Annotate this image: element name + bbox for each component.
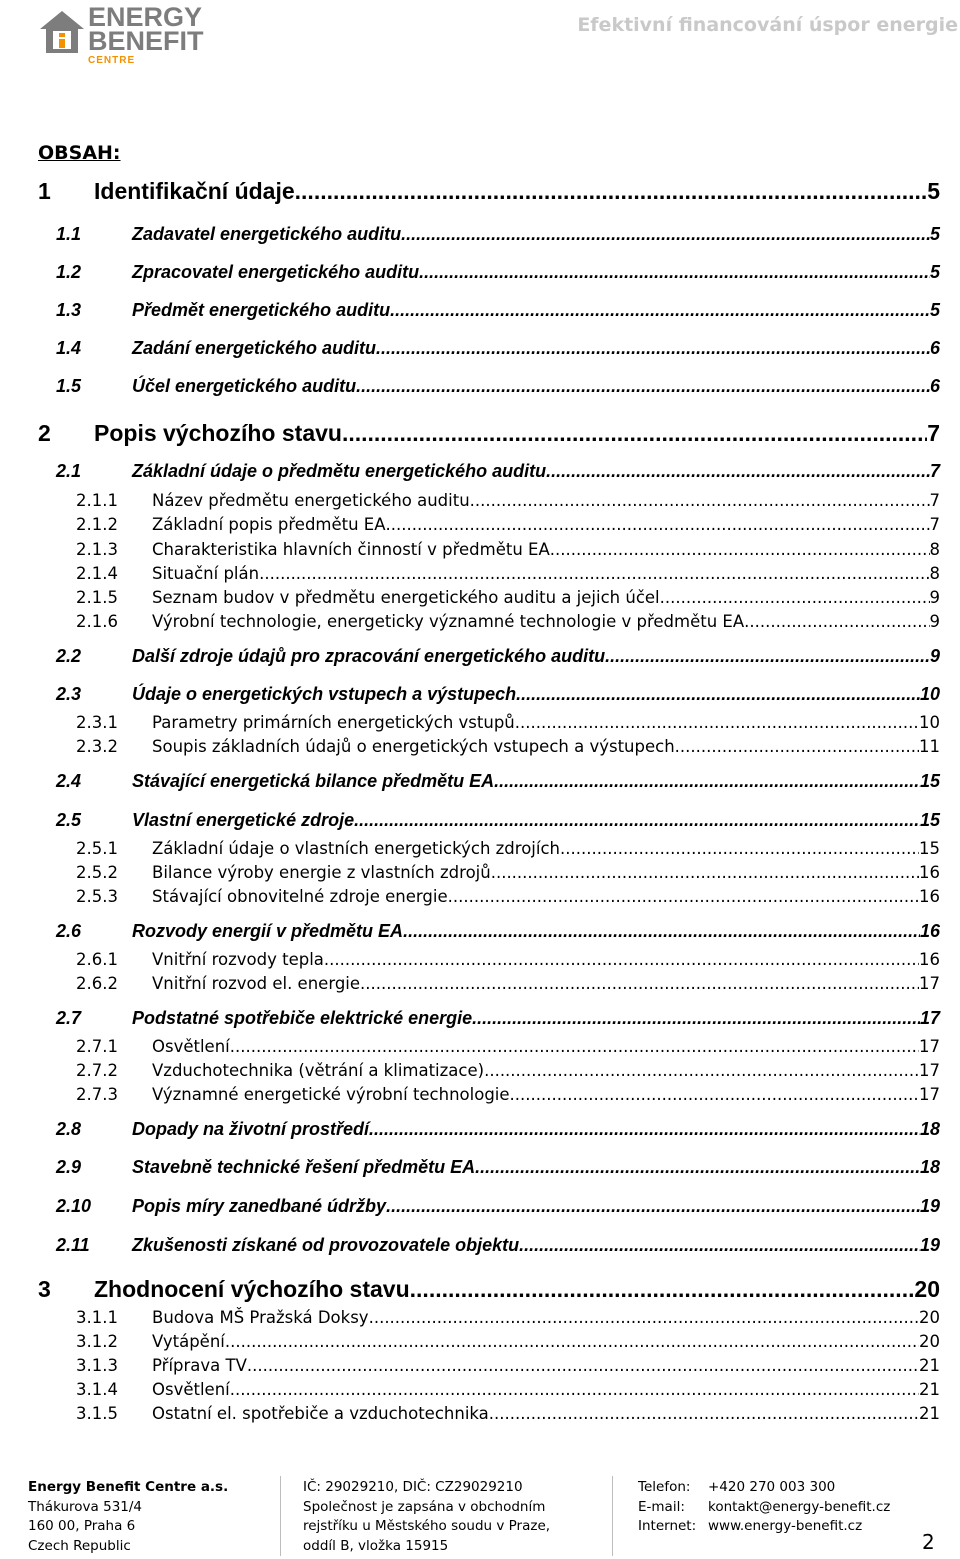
- toc-leader-dots: [225, 1332, 919, 1351]
- toc-entry-page: 6: [929, 376, 940, 396]
- toc-entry[interactable]: [38, 1085, 940, 1104]
- toc-leader-dots: [560, 839, 919, 858]
- toc-entry[interactable]: [38, 1380, 940, 1399]
- toc-entry-number: 3: [38, 1276, 51, 1302]
- toc-entry-number: 1.3: [56, 300, 82, 320]
- toc-entry-title: Osvětlení: [152, 1380, 230, 1399]
- toc-leader-dots: [401, 224, 930, 245]
- toc-entry-number: 3.1.5: [76, 1404, 118, 1423]
- footer-country: Czech Republic: [28, 1537, 131, 1554]
- toc-leader-dots: [230, 1380, 919, 1399]
- toc-entry[interactable]: [38, 420, 940, 447]
- toc-entry-page: 8: [929, 564, 940, 583]
- toc-entry-page: 5: [929, 300, 940, 320]
- toc-entry[interactable]: [38, 646, 940, 667]
- toc-entry-page: 9: [929, 588, 940, 607]
- toc-entry-title: Výrobní technologie, energeticky významné technologie v předmětu EA: [152, 612, 745, 631]
- toc-entry-number: 1.4: [56, 338, 82, 358]
- toc-entry[interactable]: [38, 588, 940, 607]
- footer-company: Energy Benefit Centre a.s.: [28, 1479, 229, 1495]
- logo-text-line2: BENEFIT: [88, 26, 204, 56]
- toc-entry-number: 2.1.2: [76, 515, 118, 534]
- toc-entry-number: 1.1: [56, 224, 82, 244]
- toc-entry-number: 1: [38, 178, 51, 204]
- toc-entry-number: 2.6.1: [76, 950, 118, 969]
- toc-entry-title: Základní popis předmětu EA: [152, 515, 386, 534]
- toc-entry-number: 2.1.5: [76, 588, 118, 607]
- toc-leader-dots: [475, 1157, 920, 1178]
- toc-entry-page: 18: [919, 1157, 940, 1177]
- toc-leader-dots: [472, 1008, 920, 1029]
- toc-entry-page: 5: [929, 262, 940, 282]
- toc-entry[interactable]: [38, 1276, 940, 1303]
- toc-entry-number: 2.4: [56, 771, 82, 791]
- footer-registry: [303, 1478, 603, 1556]
- toc-entry-number: 2.5.1: [76, 839, 118, 858]
- toc-entry-title: Budova MŠ Pražská Doksy: [152, 1308, 369, 1327]
- toc-leader-dots: [259, 564, 929, 583]
- toc-entry-title: Vnitřní rozvod el. energie: [152, 974, 361, 993]
- toc-entry[interactable]: [38, 921, 940, 942]
- toc-entry-number: 2.1: [56, 461, 82, 481]
- toc-entry-page: 18: [919, 1119, 940, 1139]
- toc-entry-title: Popis výchozího stavu: [94, 420, 342, 446]
- footer-contact: [638, 1478, 928, 1537]
- toc-entry[interactable]: [38, 338, 940, 359]
- toc-leader-dots: [744, 612, 929, 631]
- toc-entry-title: Soupis základních údajů o energetických vstupech a výstupech: [152, 737, 675, 756]
- toc-entry-page: 16: [919, 887, 940, 906]
- toc-entry-title: Vnitřní rozvody tepla: [152, 950, 324, 969]
- toc-entry-title: Seznam budov v předmětu energetického auditu a jejich účel: [152, 588, 660, 607]
- toc-entry-page: 19: [919, 1235, 940, 1255]
- toc-entry[interactable]: [38, 612, 940, 631]
- toc-entry-number: 2.1.3: [76, 540, 118, 559]
- toc-entry-page: 7: [927, 420, 940, 446]
- toc-entry[interactable]: [38, 1008, 940, 1029]
- toc-entry-page: 17: [919, 1037, 940, 1056]
- toc-entry[interactable]: [38, 1332, 940, 1351]
- toc-leader-dots: [403, 921, 920, 942]
- toc-entry[interactable]: [38, 491, 940, 510]
- toc-entry-page: 19: [919, 1196, 940, 1216]
- footer-registry-line: oddíl B, vložka 15915: [303, 1537, 449, 1554]
- toc-entry-title: Bilance výroby energie z vlastních zdrojů: [152, 863, 491, 882]
- toc-leader-dots: [386, 1196, 920, 1217]
- toc-entry-page: 10: [919, 684, 940, 704]
- toc-entry-number: 2.11: [56, 1235, 90, 1255]
- toc-entry-title: Další zdroje údajů pro zpracování energetického auditu: [132, 646, 606, 666]
- toc-leader-dots: [448, 887, 919, 906]
- toc-entry-title: Příprava TV: [152, 1356, 247, 1375]
- toc-entry-page: 17: [919, 1008, 940, 1028]
- toc-leader-dots: [494, 771, 920, 792]
- toc-leader-dots: [295, 178, 928, 205]
- toc-entry-title: Zpracovatel energetického auditu: [132, 262, 420, 282]
- toc-entry[interactable]: [38, 1404, 940, 1423]
- toc-leader-dots: [342, 420, 927, 447]
- toc-leader-dots: [489, 1404, 919, 1423]
- footer-registry-line: rejstříku u Městského soudu v Praze,: [303, 1518, 551, 1534]
- toc-entry[interactable]: [38, 540, 940, 559]
- toc-entry-number: 2: [38, 420, 51, 446]
- toc-entry-page: 17: [919, 974, 940, 993]
- footer-divider: [280, 1476, 281, 1556]
- house-icon: [38, 9, 86, 57]
- footer-email-link[interactable]: kontakt@energy-benefit.cz: [708, 1498, 891, 1515]
- toc-entry-title: Údaje o energetických vstupech a výstupech: [132, 684, 517, 704]
- footer-web-link[interactable]: www.energy-benefit.cz: [708, 1518, 863, 1534]
- toc-entry-page: 5: [927, 178, 940, 204]
- toc-entry-page: 9: [929, 612, 940, 631]
- toc-entry-title: Vytápění: [152, 1332, 225, 1351]
- toc-entry[interactable]: [38, 1235, 940, 1256]
- toc-entry-page: 15: [919, 810, 940, 830]
- toc-leader-dots: [324, 950, 919, 969]
- toc-entry-number: 2.7: [56, 1008, 82, 1028]
- toc-entry-title: Vlastní energetické zdroje: [132, 810, 355, 830]
- toc-entry-page: 16: [919, 863, 940, 882]
- toc-entry[interactable]: [38, 863, 940, 882]
- toc-entry-number: 2.1.4: [76, 564, 118, 583]
- footer-phone: +420 270 003 300: [708, 1479, 836, 1495]
- toc-entry-title: Předmět energetického auditu: [132, 300, 391, 320]
- toc-entry-number: 2.3.1: [76, 713, 118, 732]
- toc-entry-number: 2.5: [56, 810, 82, 830]
- toc-leader-dots: [360, 974, 919, 993]
- toc-entry[interactable]: [38, 950, 940, 969]
- toc-leader-dots: [376, 338, 930, 359]
- toc-entry-number: 2.1.1: [76, 491, 118, 510]
- toc-entry-page: 11: [919, 737, 940, 756]
- toc-entry[interactable]: [38, 1037, 940, 1056]
- toc-entry-number: 2.9: [56, 1157, 82, 1177]
- toc-entry-title: Zadání energetického auditu: [132, 338, 377, 358]
- toc-entry-number: 2.10: [56, 1196, 92, 1216]
- toc-entry[interactable]: [38, 839, 940, 858]
- toc-entry[interactable]: [38, 974, 940, 993]
- footer-registry-line: Společnost je zapsána v obchodním: [303, 1498, 546, 1515]
- toc-entry-title: Základní údaje o předmětu energetického auditu: [132, 461, 547, 481]
- toc-leader-dots: [515, 713, 919, 732]
- toc-entry-title: Situační plán: [152, 564, 260, 583]
- toc-entry[interactable]: [38, 771, 940, 792]
- toc-entry-page: 20: [919, 1332, 940, 1351]
- page-number: 2: [922, 1530, 935, 1554]
- toc-leader-dots: [484, 1061, 919, 1080]
- toc-leader-dots: [546, 461, 930, 482]
- toc-entry-title: Stavebně technické řešení předmětu EA: [132, 1157, 476, 1177]
- toc-entry-title: Parametry primárních energetických vstupů: [152, 713, 515, 732]
- toc-leader-dots: [491, 863, 919, 882]
- toc-entry-page: 16: [919, 921, 940, 941]
- toc-entry-page: 16: [919, 950, 940, 969]
- toc-leader-dots: [550, 540, 930, 559]
- toc-entry-number: 3.1.1: [76, 1308, 118, 1327]
- footer-address: [28, 1478, 278, 1556]
- footer-web-label: Internet:: [638, 1518, 697, 1534]
- toc-leader-dots: [605, 646, 930, 667]
- toc-entry-title: Popis míry zanedbané údržby: [132, 1196, 387, 1216]
- toc-entry-title: Charakteristika hlavních činností v předmětu EA: [152, 540, 550, 559]
- toc-entry-page: 17: [919, 1085, 940, 1104]
- toc-entry-page: 7: [929, 491, 940, 510]
- toc-entry-title: Dopady na životní prostředí: [132, 1119, 370, 1139]
- toc-entry[interactable]: [38, 300, 940, 321]
- toc-entry-title: Ostatní el. spotřebiče a vzduchotechnika: [152, 1404, 489, 1423]
- toc-entry-title: Zadavatel energetického auditu: [132, 224, 402, 244]
- toc-leader-dots: [660, 588, 930, 607]
- toc-entry-page: 7: [929, 515, 940, 534]
- toc-entry-number: 2.7.2: [76, 1061, 118, 1080]
- toc-entry-number: 2.1.6: [76, 612, 118, 631]
- toc-entry-number: 3.1.2: [76, 1332, 118, 1351]
- toc-heading: OBSAH:: [38, 142, 121, 164]
- toc-entry[interactable]: [38, 461, 940, 482]
- toc-leader-dots: [675, 737, 919, 756]
- toc-entry-title: Osvětlení: [152, 1037, 230, 1056]
- toc-entry-page: 6: [929, 338, 940, 358]
- toc-leader-dots: [230, 1037, 919, 1056]
- toc-entry[interactable]: [38, 564, 940, 583]
- toc-entry-number: 2.3.2: [76, 737, 118, 756]
- toc-leader-dots: [419, 262, 930, 283]
- toc-entry-page: 21: [919, 1404, 940, 1423]
- toc-entry-number: 3.1.4: [76, 1380, 118, 1399]
- toc-entry-page: 15: [919, 771, 940, 791]
- toc-entry[interactable]: [38, 737, 940, 756]
- toc-entry[interactable]: [38, 515, 940, 534]
- toc-entry-page: 7: [929, 461, 940, 481]
- toc-entry[interactable]: [38, 376, 940, 397]
- toc-entry-number: 2.6: [56, 921, 82, 941]
- toc-entry[interactable]: [38, 1196, 940, 1217]
- logo-text-line1: ENERGY: [88, 2, 203, 32]
- toc-entry-title: Rozvody energií v předmětu EA: [132, 921, 404, 941]
- toc-entry-title: Zhodnocení výchozího stavu: [94, 1276, 410, 1302]
- header-title: Efektivní financování úspor energie: [577, 14, 958, 36]
- toc-entry-title: Základní údaje o vlastních energetických zdrojích: [152, 839, 560, 858]
- toc-entry-number: 2.2: [56, 646, 82, 666]
- toc-entry-number: 2.7.3: [76, 1085, 118, 1104]
- toc-entry-page: 8: [929, 540, 940, 559]
- toc-entry-number: 2.3: [56, 684, 82, 704]
- toc-entry-title: Stávající obnovitelné zdroje energie: [152, 887, 448, 906]
- toc-leader-dots: [369, 1308, 919, 1327]
- toc-leader-dots: [410, 1276, 915, 1303]
- toc-entry-number: 1.2: [56, 262, 82, 282]
- toc-entry-page: 21: [919, 1356, 940, 1375]
- toc-entry[interactable]: [38, 810, 940, 831]
- toc-leader-dots: [354, 810, 920, 831]
- toc-entry-title: Identifikační údaje: [94, 178, 295, 204]
- toc-entry-title: Zkušenosti získané od provozovatele objektu: [132, 1235, 520, 1255]
- energy-benefit-logo: [38, 2, 243, 69]
- toc-leader-dots: [247, 1356, 919, 1375]
- toc-entry-number: 2.7.1: [76, 1037, 118, 1056]
- toc-entry[interactable]: [38, 1157, 940, 1178]
- footer-phone-label: Telefon:: [638, 1479, 691, 1495]
- toc-leader-dots: [386, 515, 930, 534]
- toc-entry-number: 2.5.2: [76, 863, 118, 882]
- toc-leader-dots: [356, 376, 930, 397]
- toc-entry[interactable]: [38, 1308, 940, 1327]
- toc-entry-number: 2.8: [56, 1119, 82, 1139]
- toc-entry-title: Vzduchotechnika (větrání a klimatizace): [152, 1061, 485, 1080]
- footer-street: Thákurova 531/4: [28, 1498, 143, 1515]
- toc-entry[interactable]: [38, 684, 940, 705]
- toc-entry-title: Název předmětu energetického auditu: [152, 491, 470, 510]
- footer-divider: [612, 1476, 613, 1556]
- footer-ids: IČ: 29029210, DIČ: CZ29029210: [303, 1479, 523, 1495]
- toc-leader-dots: [470, 491, 930, 510]
- toc-entry[interactable]: [38, 1119, 940, 1140]
- toc-entry-page: 21: [919, 1380, 940, 1399]
- toc-entry-page: 15: [919, 839, 940, 858]
- toc-entry-page: 20: [914, 1276, 940, 1302]
- toc-entry[interactable]: [38, 224, 940, 245]
- toc-entry-number: 2.6.2: [76, 974, 118, 993]
- toc-entry[interactable]: [38, 887, 940, 906]
- toc-entry-number: 3.1.3: [76, 1356, 118, 1375]
- toc-leader-dots: [510, 1085, 919, 1104]
- toc-entry-page: 9: [929, 646, 940, 666]
- toc-entry-page: 20: [919, 1308, 940, 1327]
- toc-entry-title: Podstatné spotřebiče elektrické energie: [132, 1008, 473, 1028]
- toc-entry-number: 2.5.3: [76, 887, 118, 906]
- toc-leader-dots: [516, 684, 920, 705]
- toc-entry[interactable]: [38, 262, 940, 283]
- footer-city: 160 00, Praha 6: [28, 1518, 136, 1534]
- page-header: [0, 0, 960, 80]
- toc-entry-title: Stávající energetická bilance předmětu EA: [132, 771, 495, 791]
- toc-entry[interactable]: [38, 1356, 940, 1375]
- toc-entry-page: 10: [919, 713, 940, 732]
- toc-entry-page: 5: [929, 224, 940, 244]
- toc-entry-title: Významné energetické výrobní technologie: [152, 1085, 510, 1104]
- toc-entry[interactable]: [38, 1061, 940, 1080]
- footer-email-label: E-mail:: [638, 1498, 685, 1515]
- toc-leader-dots: [519, 1235, 920, 1256]
- toc-entry-number: 1.5: [56, 376, 82, 396]
- toc-entry-title: Účel energetického auditu: [132, 376, 357, 396]
- toc-leader-dots: [390, 300, 930, 321]
- toc-entry[interactable]: [38, 713, 940, 732]
- toc-entry-page: 17: [919, 1061, 940, 1080]
- logo-text-line3: CENTRE: [88, 55, 136, 66]
- toc-entry[interactable]: [38, 178, 940, 205]
- toc-leader-dots: [369, 1119, 920, 1140]
